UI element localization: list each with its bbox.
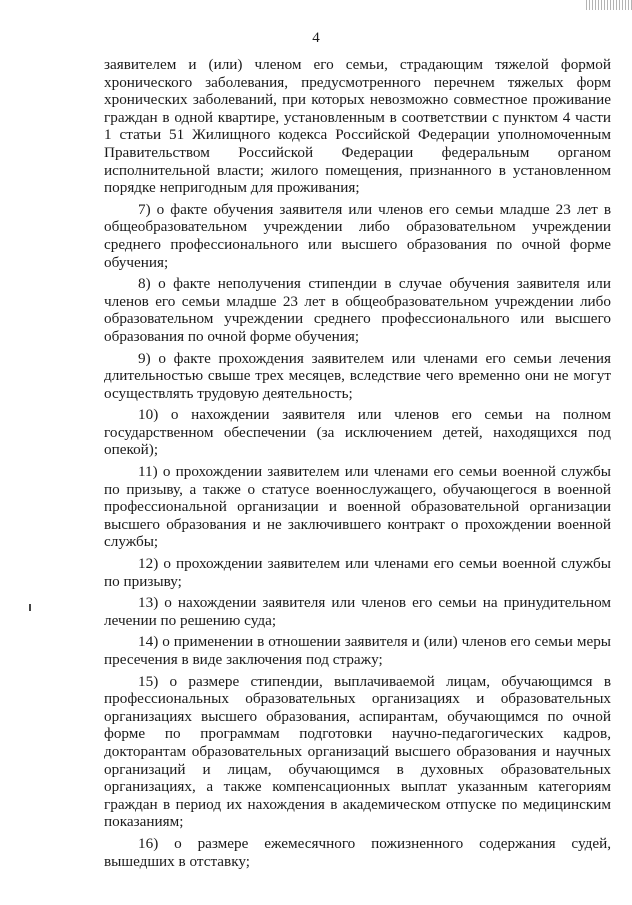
- paragraph-item-8: 8) о факте неполучения стипендии в случае обучения заявителя или членов его семьи младше 23 лет в общеобразовательном учреждении либо образовательном учреждении среднего профессионального или высшего образования по очной форме обучения;: [104, 275, 611, 345]
- paragraph-item-9: 9) о факте прохождения заявителем или членами его семьи лечения длительностью свыше трех месяцев, вследствие чего временно они не могут осуществлять трудовую деятельность;: [104, 349, 611, 402]
- paragraph-item-13: 13) о нахождении заявителя или членов его семьи на принудительном лечении по решению суда;: [104, 594, 611, 629]
- paragraph-item-12: 12) о прохождении заявителем или членами его семьи военной службы по призыву;: [104, 555, 611, 590]
- paragraph-item-14: 14) о применении в отношении заявителя и (или) членов его семьи меры пресечения в виде заключения под стражу;: [104, 633, 611, 668]
- document-body: [104, 56, 611, 870]
- page-number: 4: [312, 30, 320, 46]
- paragraph-continuation: заявителем и (или) членом его семьи, страдающим тяжелой формой хронического заболевания, предусмотренного перечнем тяжелых форм хронических заболеваний, при которых невозможно совместное проживание граждан в одной квартире, установленным в соответствии с пунктом 4 части 1 статьи 51 Жилищного кодекса Российской Федерации уполномоченным Правительством Российской Федерации федеральным органом исполнительной власти; жилого помещения, признанного в установленном порядке непригодным для проживания;: [104, 56, 611, 197]
- paragraph-item-15: 15) о размере стипендии, выплачиваемой лицам, обучающимся в профессиональных образовательных организациях и образовательных организациях высшего образования, аспирантам, обучающимся по очной форме по программам подготовки научно-педагогических кадров, докторантам образовательных организаций высшего образования и научных организаций и лицам, обучающимся в духовных образовательных организациях, а также компенсационных выплат указанным категориям граждан в период их нахождения в академическом отпуске по медицинским показаниям;: [104, 672, 611, 831]
- paragraph-item-7: 7) о факте обучения заявителя или членов его семьи младше 23 лет в общеобразовательном учреждении либо образовательном учреждении среднего профессионального или высшего образования по очной форме обучения;: [104, 200, 611, 271]
- paragraph-item-11: 11) о прохождении заявителем или членами его семьи военной службы по призыву, а также о статусе военнослужащего, обучающегося в военной профессиональной организации и военной образовательной организации высшего образования и не заключившего контракт о прохождении военной службы;: [104, 463, 611, 551]
- scan-corner-mark: [586, 0, 632, 10]
- paragraph-item-10: 10) о нахождении заявителя или членов его семьи на полном государственном обеспечении (за исключением детей, находящихся под опекой);: [104, 406, 611, 459]
- paragraph-item-16: 16) о размере ежемесячного пожизненного содержания судей, вышедших в отставку;: [104, 834, 611, 870]
- margin-mark: [29, 604, 31, 611]
